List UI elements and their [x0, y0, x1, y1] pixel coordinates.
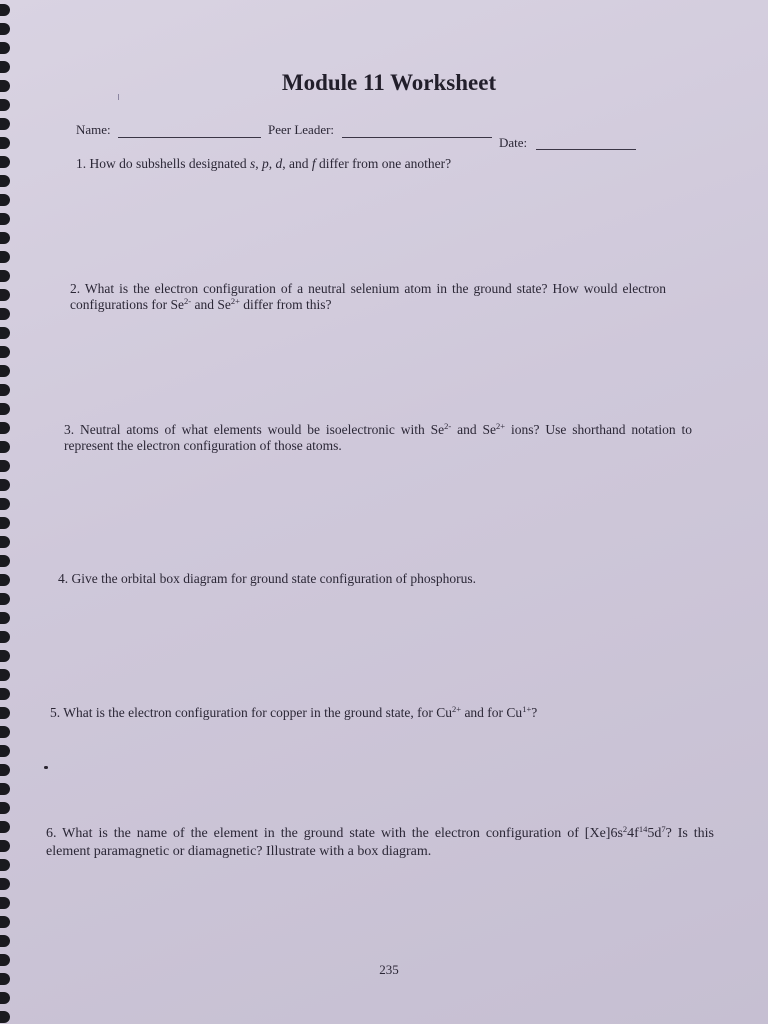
date-label: Date: — [499, 135, 528, 150]
spiral-binding — [0, 0, 14, 1024]
binding-hole — [0, 593, 10, 605]
binding-hole — [0, 460, 10, 472]
peer-leader-label: Peer Leader: — [268, 122, 335, 137]
binding-hole — [0, 859, 10, 871]
binding-hole — [0, 688, 10, 700]
binding-hole — [0, 23, 10, 35]
binding-hole — [0, 42, 10, 54]
binding-hole — [0, 536, 10, 548]
name-label: Name: — [76, 122, 111, 137]
binding-hole — [0, 783, 10, 795]
binding-hole — [0, 213, 10, 225]
binding-hole — [0, 650, 10, 662]
binding-hole — [0, 574, 10, 586]
binding-hole — [0, 745, 10, 757]
binding-hole — [0, 270, 10, 282]
binding-hole — [0, 251, 10, 263]
binding-hole — [0, 555, 10, 567]
binding-hole — [0, 1011, 10, 1023]
binding-hole — [0, 194, 10, 206]
pencil-dot — [44, 766, 48, 769]
binding-hole — [0, 498, 10, 510]
binding-hole — [0, 764, 10, 776]
binding-hole — [0, 726, 10, 738]
question-4: 4. Give the orbital box diagram for ground state configuration of phosphorus. — [58, 571, 477, 586]
binding-hole — [0, 935, 10, 947]
binding-hole — [0, 289, 10, 301]
page-title: Module 11 Worksheet — [281, 70, 497, 95]
question-3: 3. Neutral atoms of what elements would be isoelectronic with $Se^{2-}$ and $Se^{2+}$ ions? Use shorthand notation to represent the electron configuration of those atoms. — [64, 421, 692, 453]
binding-hole — [0, 4, 10, 16]
binding-hole — [0, 897, 10, 909]
binding-hole — [0, 384, 10, 396]
binding-hole — [0, 479, 10, 491]
binding-hole — [0, 156, 10, 168]
binding-hole — [0, 821, 10, 833]
name-line — [118, 137, 261, 138]
binding-hole — [0, 308, 10, 320]
binding-hole — [0, 232, 10, 244]
question-2: 2. What is the electron configuration of a neutral selenium atom in the ground state? How would electron configurations for $Se^{2-}$ and $Se^{2+}$ differ from this? — [70, 281, 666, 312]
binding-hole — [0, 878, 10, 890]
date-line — [536, 149, 636, 150]
binding-hole — [0, 840, 10, 852]
binding-hole — [0, 365, 10, 377]
binding-hole — [0, 441, 10, 453]
binding-hole — [0, 802, 10, 814]
binding-hole — [0, 422, 10, 434]
header-fields — [76, 122, 676, 152]
binding-hole — [0, 346, 10, 358]
binding-hole — [0, 99, 10, 111]
binding-hole — [0, 631, 10, 643]
binding-hole — [0, 175, 10, 187]
question-1: 1. How do subshells designated s, p, d, and f differ from one another? — [76, 156, 452, 171]
binding-hole — [0, 916, 10, 928]
binding-hole — [0, 118, 10, 130]
binding-hole — [0, 669, 10, 681]
binding-hole — [0, 403, 10, 415]
peer-leader-line — [342, 137, 492, 138]
binding-hole — [0, 707, 10, 719]
page-number: 235 — [379, 962, 399, 977]
question-6: 6. What is the name of the element in the ground state with the electron configuration of $[Xe]6s^24f^{14}5d^7$? Is this element paramagnetic or diamagnetic? Illustrate with a box diagram. — [46, 824, 714, 859]
binding-hole — [0, 612, 10, 624]
binding-hole — [0, 992, 10, 1004]
binding-hole — [0, 137, 10, 149]
question-5: 5. What is the electron configuration for copper in the ground state, for $Cu^{2+}$ and for $Cu^{1+}$? — [50, 704, 538, 720]
binding-hole — [0, 327, 10, 339]
binding-hole — [0, 517, 10, 529]
